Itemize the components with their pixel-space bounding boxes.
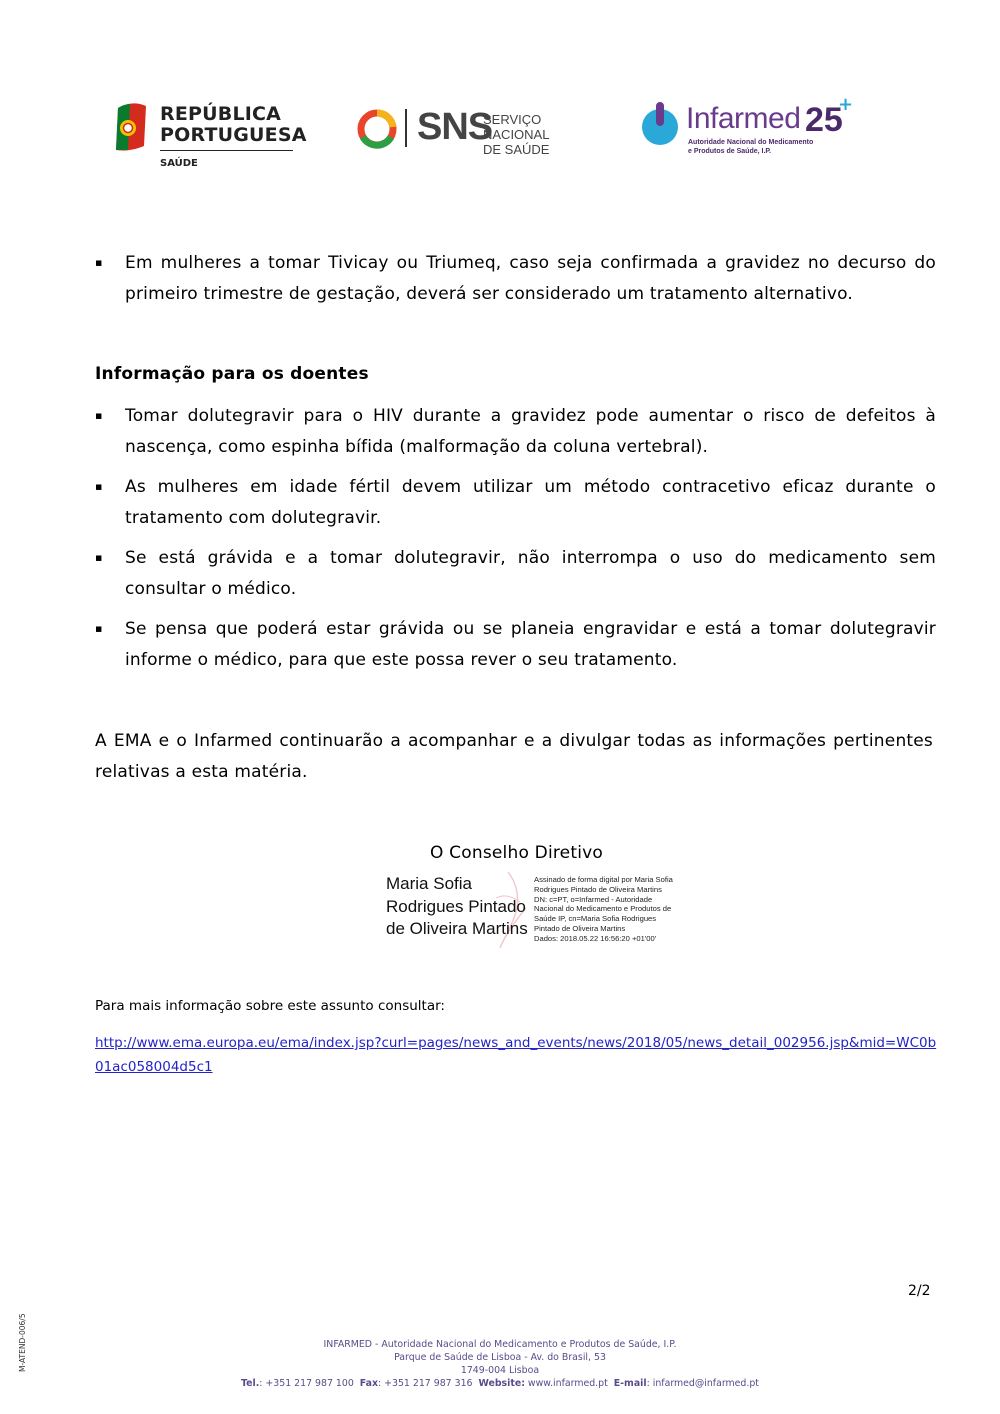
signature-detail-line: Saúde IP, cn=Maria Sofia Rodrigues	[534, 914, 657, 924]
portugal-flag-icon	[110, 102, 150, 154]
signature-details	[534, 875, 694, 944]
signature-detail-line: DN: c=PT, o=Infarmed - Autoridade	[534, 894, 653, 904]
sns-logo	[357, 105, 597, 155]
signer-name-line: Rodrigues Pintado	[386, 896, 526, 916]
signature-detail-line: Assinado de forma digital por Maria Sofia	[534, 875, 673, 884]
patient-item: Se pensa que poderá estar grávida ou se planeia engravidar e está a tomar dolutegravir informe o médico, para que este possa rever o seu tratamento.	[125, 619, 936, 670]
sns-line2: DE SAÚDE	[483, 142, 550, 157]
footer-address: Parque de Saúde de Lisboa - Av. do Brasil, 53	[394, 1352, 606, 1363]
tel-value: : +351 217 987 100	[259, 1378, 354, 1389]
bullet-icon: ▪	[95, 409, 103, 422]
sns-ring-icon	[357, 109, 397, 149]
council-title: O Conselho Diretivo	[430, 843, 603, 863]
email-value[interactable]: : infarmed@infarmed.pt	[646, 1378, 759, 1389]
plus-icon: +	[838, 94, 854, 115]
document-code: M-ATEND-006/5	[18, 1313, 27, 1372]
bullet-icon: ▪	[95, 480, 103, 493]
infarmed-name: Infarmed	[686, 102, 801, 135]
bullet-icon: ▪	[95, 551, 103, 564]
sns-divider	[405, 109, 407, 147]
signature-detail-line: Pintado de Oliveira Martins	[534, 923, 626, 933]
signer-name-line: Maria Sofia	[386, 874, 472, 893]
signature-detail-line: Rodrigues Pintado de Oliveira Martins	[534, 884, 662, 894]
infarmed-power-icon	[640, 102, 682, 148]
footer	[0, 1338, 1000, 1390]
fax-label: Fax	[359, 1378, 378, 1389]
rp-line2: PORTUGUESA	[160, 124, 307, 146]
intro-bullet-text: Em mulheres a tomar Tivicay ou Triumeq, caso seja confirmada a gravidez no decurso do primeiro trimestre de gestação, deverá ser considerado um tratamento alternativo.	[125, 253, 936, 304]
republica-portuguesa-logo	[110, 100, 310, 180]
email-label: E-mail	[613, 1378, 647, 1389]
signer-name-line: de Oliveira Martins	[386, 919, 528, 938]
rp-divider	[160, 150, 293, 151]
infarmed-anniversary: 25	[805, 101, 843, 139]
infarmed-logo	[640, 94, 860, 165]
ema-news-link[interactable]: http://www.ema.europa.eu/ema/index.jsp?curl=pages/news_and_events/news/2018/05/news_detail_002956.jsp&mid=WC0b01ac058004d5c1	[95, 1035, 937, 1075]
sns-acronym: SNS	[417, 106, 493, 148]
signature-detail-line: Dados: 2018.05.22 16:56:20 +01'00'	[534, 933, 657, 943]
patient-item: Tomar dolutegravir para o HIV durante a gravidez pode aumentar o risco de defeitos à nascença, como espinha bífida (malformação da coluna vertebral).	[125, 406, 936, 457]
fax-value: : +351 217 987 316	[378, 1378, 473, 1389]
sns-line1: SERVIÇO NACIONAL	[483, 112, 550, 142]
tel-label: Tel.	[241, 1378, 260, 1389]
bullet-icon: ▪	[95, 256, 103, 269]
infarmed-sub2: e Produtos de Saúde, I.P.	[688, 148, 772, 155]
website-label: Website:	[478, 1378, 525, 1389]
more-info-label: Para mais informação sobre este assunto consultar:	[95, 998, 445, 1014]
website-value[interactable]: www.infarmed.pt	[524, 1378, 608, 1389]
page-number: 2/2	[908, 1283, 931, 1299]
footer-org: INFARMED - Autoridade Nacional do Medicamento e Produtos de Saúde, I.P.	[323, 1339, 677, 1350]
footer-contacts	[0, 1377, 1000, 1390]
rp-line1: REPÚBLICA	[160, 103, 282, 125]
section-heading: Informação para os doentes	[95, 364, 369, 384]
bullet-icon: ▪	[95, 622, 103, 635]
infarmed-sub1: Autoridade Nacional do Medicamento	[688, 139, 814, 146]
footer-postcode: 1749-004 Lisboa	[460, 1365, 540, 1376]
patient-item: Se está grávida e a tomar dolutegravir, não interrompa o uso do medicamento sem consultar o médico.	[125, 548, 936, 599]
closing-paragraph: A EMA e o Infarmed continuarão a acompanhar e a divulgar todas as informações pertinentes relativas a esta matéria.	[95, 731, 933, 782]
patient-item: As mulheres em idade fértil devem utilizar um método contracetivo eficaz durante o tratamento com dolutegravir.	[125, 477, 936, 528]
signer-name	[386, 873, 528, 941]
signature-detail-line: Nacional do Medicamento e Produtos de	[534, 904, 672, 914]
rp-sub: SAÚDE	[160, 158, 198, 169]
